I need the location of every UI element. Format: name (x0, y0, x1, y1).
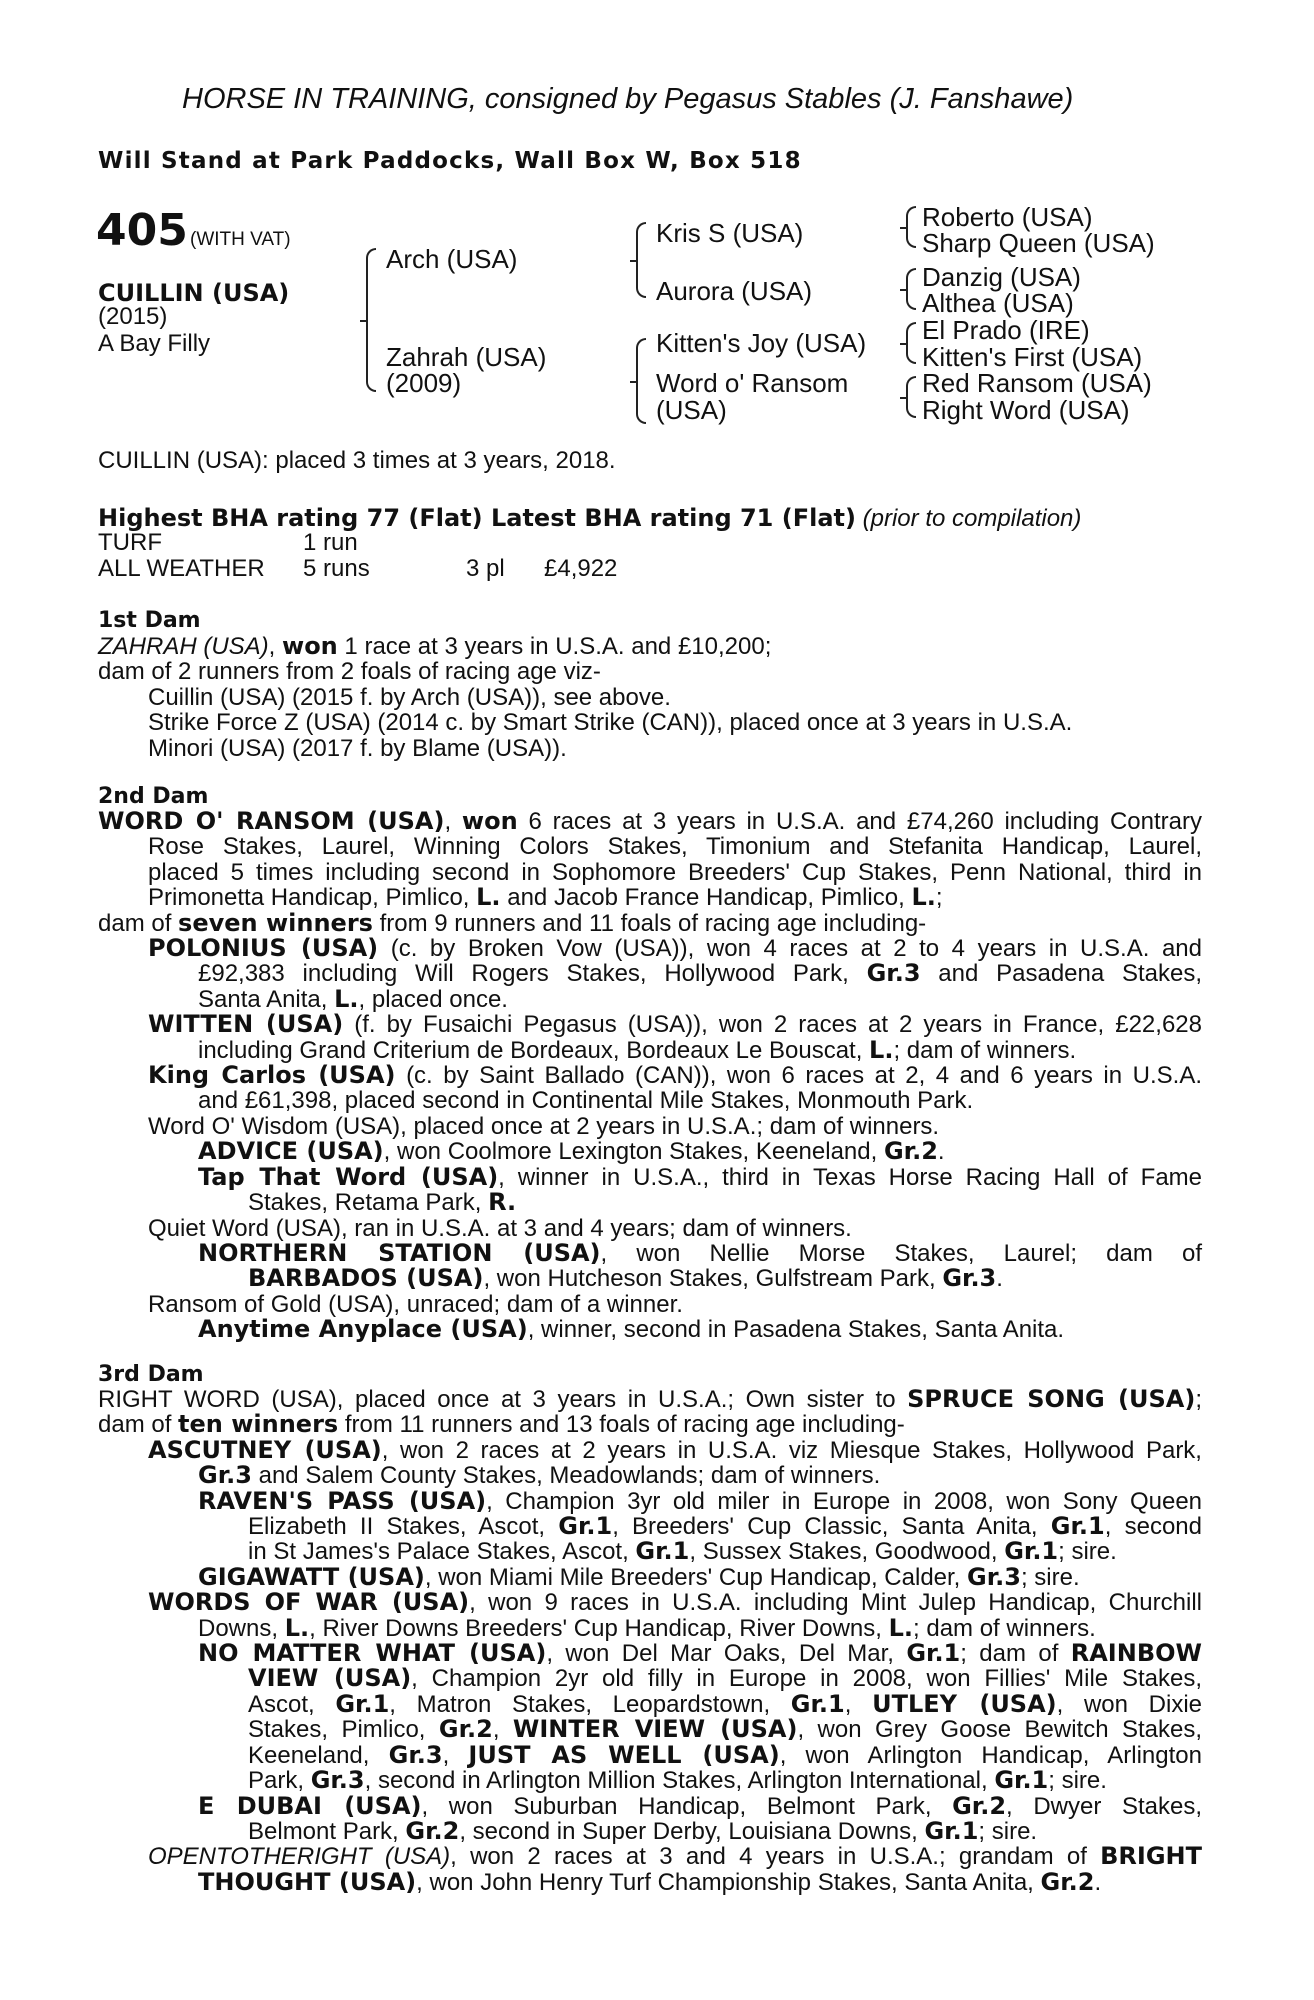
page-title: HORSE IN TRAINING, consigned by Pegasus Stables (J. Fanshawe) (182, 83, 1074, 115)
dam1-line (98, 634, 1202, 659)
pedigree-g6: Kitten's First (USA) (922, 342, 1143, 372)
grade-label: L. (911, 883, 936, 912)
pedigree-dam: Zahrah (USA) (386, 342, 547, 372)
horse-year: (2015) (98, 303, 168, 330)
dam2-section (98, 809, 1202, 1343)
dam3-text: , Matron Stakes, Leopardstown, (389, 1690, 791, 1718)
dam2-text: , won Coolmore Lexington Stakes, Keeneland, (383, 1138, 884, 1166)
dam2-line (98, 984, 1202, 1013)
dam3-line (98, 1717, 1202, 1742)
dam2-text: from 9 runners and 11 foals of racing age including- (372, 909, 927, 937)
dam3-line (98, 1740, 1202, 1769)
grade-label: Gr.1 (906, 1639, 961, 1668)
dam2-line: Word O' Wisdom (USA), placed once at 2 years in U.S.A.; dam of winners. (148, 1112, 940, 1140)
pedigree-g1: Roberto (USA) (922, 202, 1093, 232)
dam3-text: , second in Super Derby, Louisiana Downs, (459, 1817, 925, 1845)
dam1-produce: Cuillin (USA) (2015 f. by Arch (USA)), see above. (148, 683, 671, 711)
pedigree-dam-dam-country: (USA) (656, 395, 727, 425)
aw-runs: 5 runs (303, 555, 370, 582)
horse-name: CUILLIN (USA) (98, 279, 290, 307)
dam3-text: , won 2 races at 3 and 4 years in U.S.A.; grandam of (450, 1843, 1101, 1871)
dam3-line (98, 1412, 1202, 1437)
pedigree-dam-year: (2009) (386, 368, 462, 398)
stand-location: Will Stand at Park Paddocks, Wall Box W, Box 518 (98, 148, 802, 174)
grade-label: Gr.1 (635, 1537, 690, 1566)
grade-label: Gr.1 (558, 1512, 613, 1541)
progeny-name: RAVEN'S PASS (USA) (198, 1486, 487, 1515)
progeny-name: OPENTOTHERIGHT (USA) (148, 1843, 451, 1871)
progeny-name: WINTER VIEW (USA) (512, 1715, 798, 1744)
dam3-line (98, 1590, 1202, 1615)
grade-label: Gr.2 (1040, 1867, 1095, 1896)
dam1-won: won (282, 632, 338, 660)
progeny-name: RAINBOW (1070, 1639, 1202, 1668)
dam3-line (98, 1514, 1202, 1539)
dam2-text: Primonetta Handicap, Pimlico, (148, 884, 477, 912)
dam3-text: , second in Arlington Million Stakes, Arlington International, (364, 1767, 995, 1795)
dam3-text: . (1094, 1868, 1102, 1896)
dam3-text: ; sire. (978, 1817, 1038, 1845)
dam3-text: ; dam of winners. (913, 1614, 1096, 1642)
dam2-text: , won Hutcheson Stakes, Gulfstream Park, (483, 1265, 943, 1293)
dam3-text: , (442, 1741, 469, 1769)
progeny-name: POLONIUS (USA) (148, 934, 379, 963)
dam3-line (98, 1539, 1202, 1564)
dam3-text: , (492, 1716, 513, 1744)
grade-label: Gr.1 (994, 1766, 1049, 1795)
dam2-text: including Grand Criterium de Bordeaux, Bordeaux Le Bouscat, (198, 1036, 870, 1064)
progeny-name: BRIGHT (1100, 1842, 1202, 1871)
race-summary: CUILLIN (USA): placed 3 times at 3 years, 2018. (98, 447, 616, 474)
horse-description: A Bay Filly (98, 330, 211, 357)
dam2-text: . (937, 1138, 945, 1166)
dam3-line (98, 1463, 1202, 1488)
dam2-line (98, 1190, 1202, 1215)
pedigree-g8: Right Word (USA) (922, 395, 1130, 425)
dam3-text: , won 9 races in U.S.A. including Mint Julep Handicap, Churchill (469, 1589, 1202, 1617)
dam3-text: , Sussex Stakes, Goodwood, (689, 1538, 1005, 1566)
grade-label: Gr.1 (335, 1689, 390, 1718)
dam3-line (98, 1613, 1202, 1642)
dam3-text: , Breeders' Cup Classic, Santa Anita, (612, 1513, 1051, 1541)
grade-label: R. (488, 1188, 517, 1217)
grade-label: Gr.3 (388, 1740, 443, 1769)
pedigree-brace-g4 (906, 376, 916, 418)
progeny-name: NO MATTER WHAT (USA) (198, 1639, 547, 1668)
dam2-line (98, 936, 1202, 961)
progeny-name: JUST AS WELL (USA) (468, 1740, 780, 1769)
dam1-name: ZAHRAH (USA) (98, 633, 269, 660)
dam3-heading: 3rd Dam (98, 1362, 204, 1387)
progeny-name: THOUGHT (USA) (198, 1867, 417, 1896)
grade-label: Gr.3 (310, 1766, 365, 1795)
dam3-line (98, 1867, 1202, 1896)
progeny-name: ADVICE (USA) (198, 1137, 384, 1166)
pedigree-g2: Sharp Queen (USA) (922, 228, 1155, 258)
dam3-text: , won 2 races at 2 years in U.S.A. viz Miesque Stakes, Hollywood Park, (381, 1436, 1202, 1464)
grade-label: Gr.2 (438, 1715, 493, 1744)
dam3-line (98, 1689, 1203, 1718)
progeny-name: Tap That Word (USA) (198, 1162, 499, 1191)
winners-count: seven winners (178, 908, 373, 937)
dam2-line: Quiet Word (USA), ran in U.S.A. at 3 and 4 years; dam of winners. (148, 1214, 852, 1242)
vat-note: (WITH VAT) (190, 229, 291, 250)
pedigree-brace-main (366, 248, 376, 392)
aw-label: ALL WEATHER (98, 555, 265, 582)
dam3-text: , Champion 3yr old miler in Europe in 2008, won Sony Queen (486, 1487, 1203, 1515)
dam2-text: (c. by Broken Vow (USA)), won 4 races at 2 to 4 years in U.S.A. and (378, 935, 1202, 963)
dam2-line: and £61,398, placed second in Continental Mile Stakes, Monmouth Park. (198, 1087, 974, 1115)
progeny-name: E DUBAI (USA) (198, 1791, 422, 1820)
grade-label: L. (888, 1613, 914, 1642)
dam2-text: , winner in U.S.A., third in Texas Horse Racing Hall of Fame (498, 1163, 1202, 1191)
dam1-heading: 1st Dam (98, 608, 201, 633)
grade-label: L. (334, 984, 359, 1013)
dam3-line (98, 1435, 1202, 1464)
pedigree-g3: Danzig (USA) (922, 262, 1081, 292)
grade-label: Gr.3 (967, 1562, 1021, 1591)
pedigree-brace-dam (636, 338, 646, 424)
dam1-produce: Minori (USA) (2017 f. by Blame (USA)). (148, 734, 567, 762)
dam2-line (98, 1035, 1202, 1064)
dam3-line (98, 1768, 1202, 1793)
dam2-line (98, 809, 1202, 834)
dam2-text: , placed once. (358, 985, 508, 1013)
dam2-line (98, 885, 1202, 910)
dam2-line (98, 908, 1202, 937)
pedigree-dam-dam: Word o' Ransom (656, 368, 849, 398)
dam2-line: Ransom of Gold (USA), unraced; dam of a winner. (148, 1290, 683, 1318)
dam3-line (98, 1816, 1202, 1845)
pedigree-g4: Althea (USA) (922, 288, 1074, 318)
dam2-heading: 2nd Dam (98, 784, 209, 809)
dam2-line (98, 1012, 1202, 1037)
dam3-text: Elizabeth II Stakes, Ascot, (248, 1513, 559, 1541)
dam3-text: , (844, 1690, 873, 1718)
pedigree-g7: Red Ransom (USA) (922, 368, 1152, 398)
dam3-text: , won Dixie (1056, 1690, 1203, 1718)
progeny-name: WORDS OF WAR (USA) (148, 1588, 470, 1617)
pedigree-brace-sire (636, 222, 646, 298)
dam2-won: won (461, 807, 518, 835)
winners-count: ten winners (178, 1410, 339, 1439)
dam3-text: , second (1104, 1513, 1202, 1541)
dam3-text: ; sire. (1058, 1538, 1117, 1566)
dam3-text: from 11 runners and 13 foals of racing age including- (338, 1411, 905, 1439)
dam3-text: Ascot, (248, 1690, 336, 1718)
dam2-text: (c. by Saint Ballado (CAN)), won 6 races at 2, 4 and 6 years in U.S.A. (395, 1062, 1203, 1090)
dam3-section (98, 1387, 1202, 1895)
grade-label: Gr.1 (1050, 1512, 1105, 1541)
dam3-text: in St James's Palace Stakes, Ascot, (248, 1538, 636, 1566)
progeny-name: UTLEY (USA) (872, 1689, 1057, 1718)
dam3-line (98, 1486, 1203, 1515)
pedigree-g5: El Prado (IRE) (922, 315, 1090, 345)
dam2-text: . (996, 1265, 1003, 1293)
dam3-line (98, 1666, 1202, 1691)
grade-label: Gr.2 (883, 1137, 938, 1166)
dam3-text: , won Miami Mile Breeders' Cup Handicap, Calder, (424, 1563, 968, 1591)
dam2-name: WORD O' RANSOM (USA) (98, 807, 445, 835)
ratings-line (98, 504, 1081, 533)
dam2-line (98, 1266, 1202, 1291)
dam2-text: and Jacob France Handicap, Pimlico, (500, 884, 912, 912)
dam3-text: , River Downs Breeders' Cup Handicap, River Downs, (309, 1614, 889, 1642)
dam2-line: placed 5 times including second in Sophomore Breeders' Cup Stakes, Penn National, third in (148, 858, 1202, 886)
dam3-text: ; (1195, 1386, 1202, 1413)
dam2-text: ; dam of winners. (893, 1036, 1077, 1064)
dam3-line (98, 1844, 1202, 1869)
dam3-text: Keeneland, (248, 1741, 389, 1769)
dam2-line (98, 1238, 1202, 1267)
dam1-line: dam of 2 runners from 2 foals of racing age viz- (98, 658, 601, 686)
dam3-text: ; sire. (1020, 1563, 1080, 1591)
grade-label: Gr.2 (405, 1816, 460, 1845)
pedigree-brace-g2 (906, 268, 916, 310)
progeny-name: ASCUTNEY (USA) (148, 1435, 382, 1464)
dam3-line (98, 1387, 1202, 1412)
pedigree-sire: Arch (USA) (386, 244, 518, 274)
dam2-text: and Pasadena Stakes, (920, 960, 1203, 988)
dam3-text: dam of (98, 1411, 179, 1439)
grade-label: Gr.1 (1004, 1537, 1059, 1566)
dam3-text: , Champion 2yr old filly in Europe in 2008, won Fillies' Mile Stakes, (411, 1665, 1202, 1693)
aw-money: £4,922 (544, 555, 618, 582)
dam2-line (98, 1317, 1202, 1342)
ratings-note: (prior to compilation) (862, 505, 1082, 532)
pedigree-brace-g3 (906, 322, 916, 364)
dam1-section (98, 634, 1202, 761)
dam2-text: dam of (98, 909, 179, 937)
dam3-text: ; dam of (960, 1640, 1071, 1668)
dam3-text: Stakes, Pimlico, (248, 1716, 439, 1744)
grade-label: Gr.3 (198, 1461, 252, 1490)
dam1-text: , (268, 633, 283, 660)
dam3-text: , won Arlington Handicap, Arlington (779, 1741, 1202, 1769)
pedigree-sire-sire: Kris S (USA) (656, 218, 804, 248)
dam3-line (98, 1791, 1202, 1820)
dam2-line: Rose Stakes, Laurel, Winning Colors Stakes, Timonium and Stefanita Handicap, Laurel, (148, 833, 1202, 861)
dam3-text: Belmont Park, (248, 1817, 406, 1845)
dam2-line (98, 961, 1202, 986)
grade-label: Gr.3 (942, 1264, 997, 1293)
progeny-name: WITTEN (USA) (148, 1010, 344, 1039)
ratings-text: Highest BHA rating 77 (Flat) Latest BHA rating 71 (Flat) (98, 504, 856, 532)
dam3-text: Park, (248, 1767, 311, 1795)
pedigree-sire-dam: Aurora (USA) (656, 276, 813, 306)
pedigree-dam-sire: Kitten's Joy (USA) (656, 328, 867, 358)
grade-label: Gr.1 (790, 1689, 845, 1718)
progeny-name: SPRUCE SONG (USA) (907, 1385, 1196, 1413)
dam2-text: , won Nellie Morse Stakes, Laurel; dam of (600, 1239, 1202, 1267)
dam2-text: , (444, 808, 462, 835)
turf-label: TURF (98, 529, 162, 556)
dam1-produce: Strike Force Z (USA) (2014 c. by Smart Strike (CAN)), placed once at 3 years in U.S.A. (148, 709, 1073, 737)
dam2-line (98, 1162, 1202, 1191)
dam3-line (98, 1641, 1202, 1666)
grade-label: Gr.1 (924, 1816, 979, 1845)
progeny-name: NORTHERN STATION (USA) (198, 1238, 601, 1267)
grade-label: Gr.3 (866, 959, 921, 988)
dam3-line (98, 1562, 1202, 1591)
dam2-text: 6 races at 3 years in U.S.A. and £74,260 including Contrary (517, 808, 1203, 835)
progeny-name: BARBADOS (USA) (248, 1264, 484, 1293)
dam3-text: ; sire. (1048, 1767, 1107, 1795)
dam3-text: , won Grey Goose Bewitch Stakes, (797, 1716, 1203, 1744)
dam2-text: (f. by Fusaichi Pegasus (USA)), won 2 races at 2 years in France, £22,628 (343, 1011, 1202, 1039)
grade-label: Gr.2 (952, 1791, 1007, 1820)
dam2-text: , winner, second in Pasadena Stakes, Santa Anita. (527, 1316, 1065, 1344)
progeny-name: Anytime Anyplace (USA) (198, 1315, 528, 1344)
dam3-text: , won Suburban Handicap, Belmont Park, (421, 1792, 953, 1820)
dam2-text: Santa Anita, (198, 985, 335, 1013)
dam2-text: £92,383 including Will Rogers Stakes, Hollywood Park, (198, 960, 867, 988)
aw-placed: 3 pl (466, 555, 505, 582)
dam3-text: , Dwyer Stakes, (1006, 1792, 1202, 1820)
dam2-text: Stakes, Retama Park, (248, 1189, 489, 1217)
dam3-text: and Salem County Stakes, Meadowlands; dam of winners. (251, 1462, 881, 1490)
progeny-name: King Carlos (USA) (148, 1061, 396, 1090)
dam2-line (98, 1139, 1202, 1164)
progeny-name: GIGAWATT (USA) (198, 1562, 425, 1591)
dam3-text: , won John Henry Turf Championship Stakes, Santa Anita, (416, 1868, 1041, 1896)
progeny-name: VIEW (USA) (248, 1664, 412, 1693)
dam2-line (98, 1063, 1202, 1088)
dam3-text: Downs, (198, 1614, 285, 1642)
grade-label: L. (284, 1613, 310, 1642)
turf-runs: 1 run (303, 529, 358, 556)
lot-number: 405 (96, 205, 188, 256)
grade-label: L. (476, 883, 501, 912)
dam3-text: , won Del Mar Oaks, Del Mar, (546, 1640, 907, 1668)
dam3-text: RIGHT WORD (USA), placed once at 3 years in U.S.A.; Own sister to (98, 1386, 908, 1413)
dam2-text: ; (935, 884, 943, 912)
dam1-text: 1 race at 3 years in U.S.A. and £10,200; (337, 633, 772, 660)
grade-label: L. (869, 1035, 894, 1064)
pedigree-brace-g1 (906, 206, 916, 248)
